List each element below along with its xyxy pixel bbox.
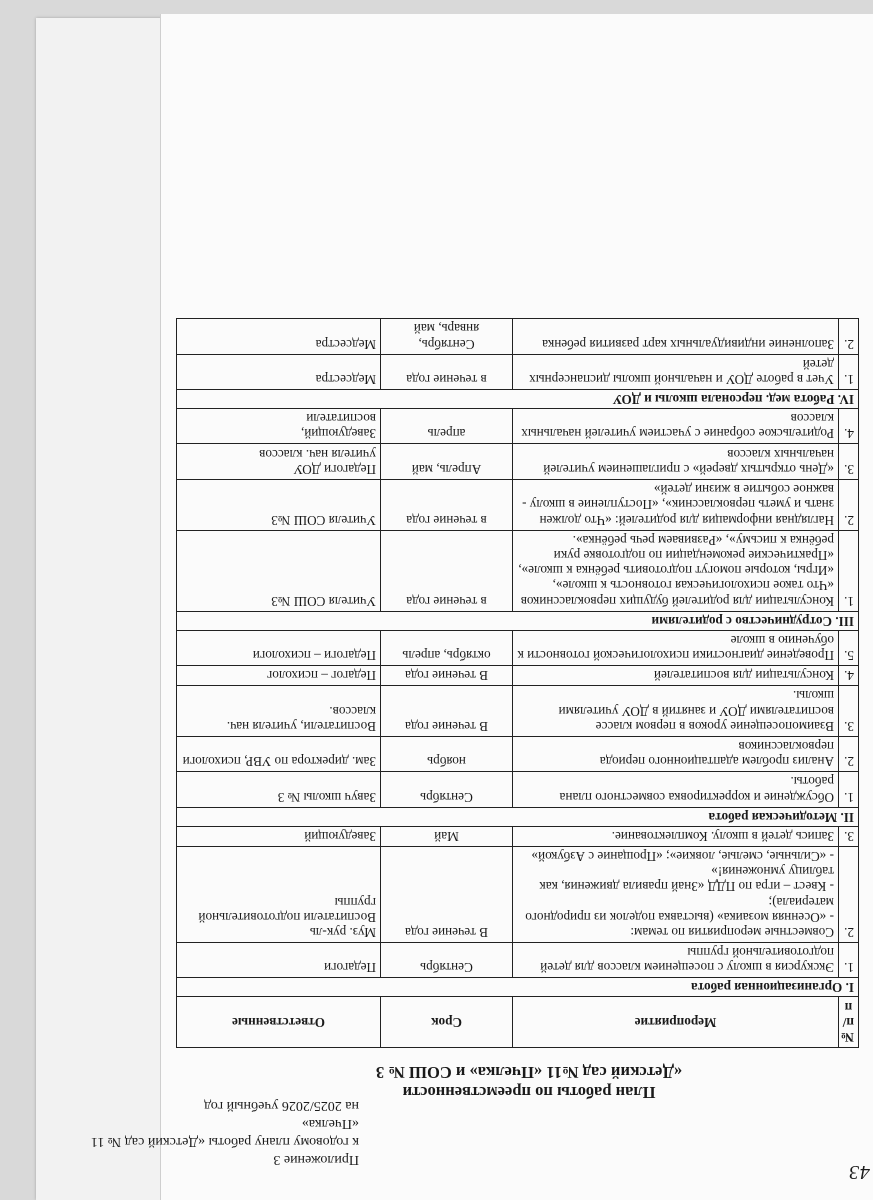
row-term: В течение года (381, 846, 513, 942)
row-term: в течение года (381, 354, 513, 389)
document-page (90, 14, 873, 1200)
row-number: 1. (839, 942, 859, 977)
row-term: Май (381, 826, 513, 846)
plan-title (225, 1062, 833, 1102)
row-term: Сентябрь (381, 942, 513, 977)
row-number: 1. (839, 530, 859, 611)
table-row (177, 942, 859, 977)
row-number: 1. (839, 772, 859, 807)
row-term: ноябрь (381, 736, 513, 771)
row-activity: «День открытых дверей» с приглашением учителей начальных классов (513, 444, 839, 479)
row-term: В течение года (381, 686, 513, 737)
table-header-row (177, 997, 859, 1048)
section-row (177, 390, 859, 409)
row-term: Сентябрь (381, 772, 513, 807)
plan-table (176, 318, 859, 1048)
section-title: III. Сотрудничество с родителями (177, 611, 859, 630)
table-row (177, 479, 859, 530)
appendix-line-2: к годовому плану работы «Детский сад № 11 «Пчелка» (90, 1116, 359, 1149)
row-number: 2. (839, 479, 859, 530)
header-activity: Мероприятие (513, 997, 839, 1048)
row-activity: Консультации для воспитателей (513, 665, 839, 685)
table-row (177, 826, 859, 846)
row-responsible: Педагоги – психологи (177, 630, 381, 665)
table-row (177, 409, 859, 444)
row-activity: Наглядная информация для родителей: «Что должен знать и уметь первоклассник», «Поступление в школу - важное событие в жизни детей» (513, 479, 839, 530)
page-number: 43 (848, 1161, 870, 1183)
plan-title-line-2: «Детский сад №11 «Пчелка» и СОШ № 3 (375, 1063, 683, 1082)
row-responsible: Воспитатели, учителя нач. классов. (177, 686, 381, 737)
row-activity: Взаимопосещение уроков в первом классе воспитателями ДОУ и занятий в ДОУ учителями школы. (513, 686, 839, 737)
row-responsible: Учителя СОШ №3 (177, 479, 381, 530)
row-number: 4. (839, 665, 859, 685)
section-title: IV. Работа мед. персонала школы и ДОУ (177, 390, 859, 409)
row-responsible: Медсестра (177, 319, 381, 354)
row-activity: Родительское собрание с участием учителей начальных классов (513, 409, 839, 444)
row-responsible: Медсестра (177, 354, 381, 389)
header-number: № п/п (839, 997, 859, 1048)
table-row (177, 736, 859, 771)
row-number: 2. (839, 319, 859, 354)
table-row (177, 846, 859, 942)
section-row (177, 611, 859, 630)
row-number: 2. (839, 846, 859, 942)
row-responsible: Педагоги (177, 942, 381, 977)
row-number: 3. (839, 444, 859, 479)
row-responsible: Муз. рук-ль Воспитатели подготовительной группы (177, 846, 381, 942)
appendix-line-1: Приложение 3 (273, 1152, 359, 1167)
table-row (177, 319, 859, 354)
row-number: 4. (839, 409, 859, 444)
row-activity: Совместные мероприятия по темам: - «Осенняя мозаика» (выставка поделок из природного материала); - Квест – игра по ПДД «Знай правила движения, как таблицу умножения!» - «Сильные, смелые, ловкие»; «Прощание с Азбукой» (513, 846, 839, 942)
section-row (177, 978, 859, 997)
section-title: I. Организационная работа (177, 978, 859, 997)
row-activity: Учет в работе ДОУ и начальной школы диспансерных детей (513, 354, 839, 389)
section-title: II. Методическая работа (177, 807, 859, 826)
appendix-line-3: на 2025/2026 учебный год (204, 1098, 359, 1113)
row-activity: Консультации для родителей будущих первоклассников «Что такое психологическая готовность к школе», «Игры, которые помогут подготовить ребёнка к школе», «Практические рекомендации по подготовке руки ребёнка к письму», «Развиваем речь ребёнка». (513, 530, 839, 611)
row-number: 3. (839, 826, 859, 846)
appendix-header (59, 1096, 359, 1168)
row-term: апрель (381, 409, 513, 444)
row-term: В течение года (381, 665, 513, 685)
section-row (177, 807, 859, 826)
table-row (177, 665, 859, 685)
row-responsible: Педагог – психолог (177, 665, 381, 685)
row-activity: Проведение диагностики психологической готовности к обучению в школе (513, 630, 839, 665)
row-responsible: Учителя СОШ №3 (177, 530, 381, 611)
table-row (177, 530, 859, 611)
row-responsible: Заведующий, воспитатели (177, 409, 381, 444)
table-row (177, 630, 859, 665)
row-term: Апрель, май (381, 444, 513, 479)
row-activity: Заполнение индивидуальных карт развития ребенка (513, 319, 839, 354)
row-term: в течение года (381, 530, 513, 611)
row-responsible: Заведующий (177, 826, 381, 846)
table-row (177, 354, 859, 389)
row-activity: Запись детей в школу. Комплектование. (513, 826, 839, 846)
row-number: 5. (839, 630, 859, 665)
table-row (177, 686, 859, 737)
header-responsible: Ответственные (177, 997, 381, 1048)
row-activity: Экскурсия в школу с посещением классов для детей подготовительной группы (513, 942, 839, 977)
row-number: 3. (839, 686, 859, 737)
table-row (177, 772, 859, 807)
header-term: Срок (381, 997, 513, 1048)
row-activity: Обсуждение и корректировка совместного плана работы. (513, 772, 839, 807)
row-responsible: Зам. директора по УВР, психологи (177, 736, 381, 771)
row-activity: Анализ проблем адаптационного периода первоклассников (513, 736, 839, 771)
row-term: в течение года (381, 479, 513, 530)
row-responsible: Завуч школы № 3 (177, 772, 381, 807)
row-responsible: Педагоги ДОУ учителя нач. классов (177, 444, 381, 479)
table-row (177, 444, 859, 479)
row-number: 1. (839, 354, 859, 389)
row-number: 2. (839, 736, 859, 771)
row-term: Сентябрь, январь, май (381, 319, 513, 354)
row-term: октябрь, апрель (381, 630, 513, 665)
plan-title-line-1: План работы по преемственности (402, 1083, 656, 1102)
